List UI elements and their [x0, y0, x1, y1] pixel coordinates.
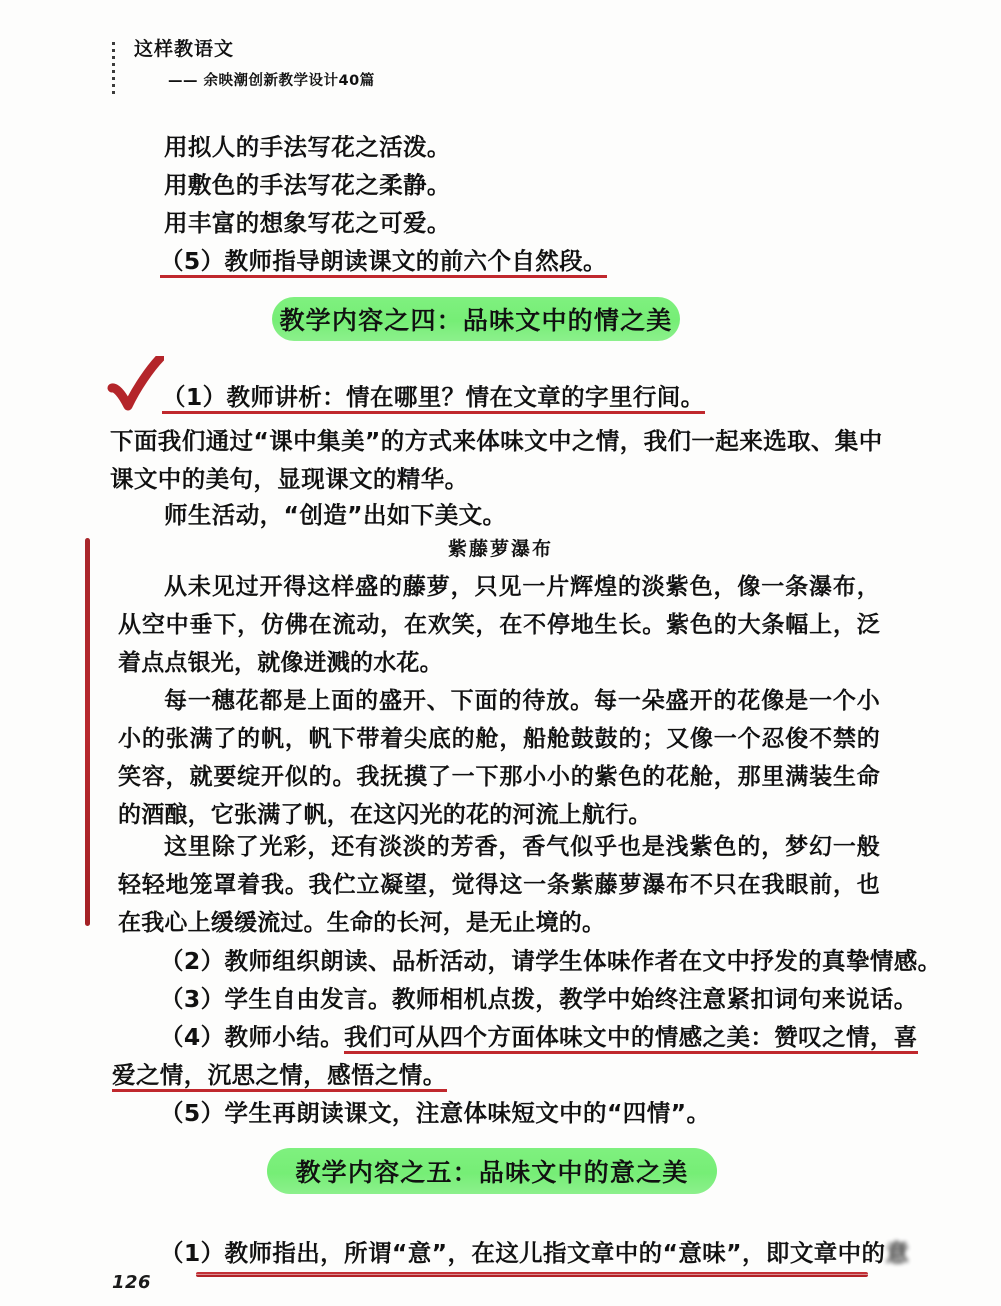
item-1-section-four: [162, 378, 705, 416]
running-header: [112, 38, 712, 90]
item-1-section-four-text: （1）教师讲析：情在哪里？情在文章的字里行间。: [162, 383, 705, 414]
item-1-section-five-blurred-char: 意: [885, 1239, 910, 1267]
red-check-mark-icon: [106, 356, 164, 418]
page-number: 126: [112, 1272, 152, 1293]
intro-paragraph: 下面我们通过“课中集美”的方式来体味文中之情，我们一起来选取、集中课文中的美句，显现课文的精华。: [110, 427, 883, 493]
body-line-1: 用拟人的手法写花之活泼。: [164, 133, 451, 161]
activity-line: 师生活动，“创造”出如下美文。: [164, 501, 507, 529]
item-5-top-text: （5）教师指导朗读课文的前六个自然段。: [160, 247, 607, 278]
item-1-section-five: [160, 1234, 909, 1272]
item-2: （2）教师组织朗读、品析活动，请学生体味作者在文中抒发的真挚情感。: [160, 947, 942, 975]
essay-title: 紫藤萝瀑布: [447, 538, 553, 560]
heading-teaching-content-four: [272, 297, 680, 341]
item-3: （3）学生自由发言。教师相机点拨，教学中始终注意紧扣词句来说话。: [160, 985, 918, 1013]
heading-teaching-content-five: [267, 1148, 717, 1194]
item-5-bottom: （5）学生再朗读课文，注意体味短文中的“四情”。: [160, 1099, 711, 1127]
item-4-line-2: [112, 1056, 447, 1094]
book-title: 这样教语文: [134, 38, 235, 60]
item-4-line-1: [160, 1018, 918, 1056]
body-line-3: 用丰富的想象写花之可爱。: [164, 209, 451, 237]
item-4-prefix: （4）教师小结。: [160, 1023, 345, 1051]
item-1-section-five-underline: [196, 1272, 868, 1277]
item-1-section-five-text: （1）教师指出，所谓“意”，在这儿指文章中的“意味”，即文章中的: [160, 1239, 886, 1267]
essay-paragraph-1: 从未见过开得这样盛的藤萝，只见一片辉煌的淡紫色，像一条瀑布，从空中垂下，仿佛在流动，在欢笑，在不停地生长。紫色的大条幅上，泛着点点银光，就像迸溅的水花。: [118, 574, 880, 676]
header-decorative-dotted-rule: [112, 42, 115, 96]
essay-paragraph-3: 这里除了光彩，还有淡淡的芳香，香气似乎也是浅紫色的，梦幻一般轻轻地笼罩着我。我伫立凝望，觉得这一条紫藤萝瀑布不只在我眼前，也在我心上缓缓流过。生命的长河，是无止境的。: [118, 834, 880, 936]
book-subtitle: —— 余映潮创新教学设计40篇: [168, 72, 375, 89]
item-4-underlined-part-2: 爱之情，沉思之情，感悟之情。: [112, 1061, 447, 1092]
essay-paragraph-2: 每一穗花都是上面的盛开、下面的待放。每一朵盛开的花像是一个小小的张满了的帆，帆下带着尖底的舱，船舱鼓鼓的；又像一个忍俊不禁的笑容，就要绽开似的。我抚摸了一下那小小的紫色的花舱，那里满装生命的酒酿，它张满了帆，在这闪光的花的河流上航行。: [118, 688, 880, 828]
heading-four-label: 教学内容之四：品味文中的情之美: [279, 306, 673, 335]
item-5-top: [160, 242, 607, 280]
heading-five-label: 教学内容之五：品味文中的意之美: [295, 1158, 689, 1187]
red-vertical-marker: [85, 538, 90, 926]
item-4-underlined-part-1: 我们可从四个方面体味文中的情感之美：赞叹之情，喜: [344, 1023, 918, 1054]
body-line-2: 用敷色的手法写花之柔静。: [164, 171, 451, 199]
